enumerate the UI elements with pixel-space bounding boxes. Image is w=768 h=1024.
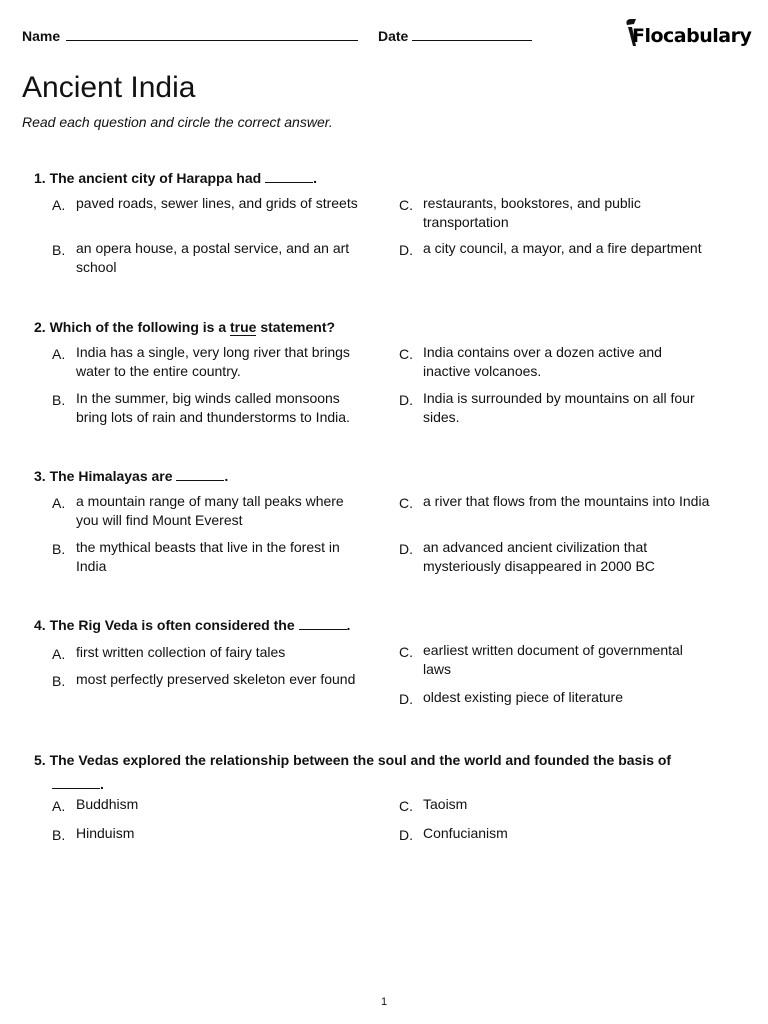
question-5 xyxy=(34,748,734,843)
answer-blank xyxy=(52,776,100,789)
answer-blank xyxy=(299,617,347,630)
option-4c[interactable]: C. earliest written document of governmental laws xyxy=(399,642,683,677)
option-1b[interactable]: B. an opera house, a postal service, and an art school xyxy=(52,240,350,275)
option-4b[interactable]: B. most perfectly preserved skeleton ever found xyxy=(52,671,356,689)
logo-text: Flocabulary xyxy=(632,25,752,47)
question-3 xyxy=(34,467,734,574)
option-4a[interactable]: A. first written collection of fairy tales xyxy=(52,644,286,662)
question-1-text: 1. The ancient city of Harappa had . xyxy=(34,170,317,186)
option-2c[interactable]: C. India contains over a dozen active and inactive volcanoes. xyxy=(399,344,662,379)
date-blank-line[interactable] xyxy=(412,28,532,41)
option-3d[interactable]: D. an advanced ancient civilization that mysteriously disappeared in 2000 BC xyxy=(399,539,655,574)
question-2 xyxy=(34,318,734,425)
option-4d[interactable]: D. oldest existing piece of literature xyxy=(399,689,623,707)
question-4 xyxy=(34,616,734,707)
option-5b[interactable]: B. Hinduism xyxy=(52,825,135,843)
name-blank-line[interactable] xyxy=(66,28,358,41)
answer-blank xyxy=(176,468,224,481)
option-2a[interactable]: A. India has a single, very long river that brings water to the entire country. xyxy=(52,344,350,379)
date-field[interactable] xyxy=(378,28,532,44)
option-3b[interactable]: B. the mythical beasts that live in the forest in India xyxy=(52,539,340,574)
option-3a[interactable]: A. a mountain range of many tall peaks where you will find Mount Everest xyxy=(52,493,344,528)
option-5c[interactable]: C. Taoism xyxy=(399,796,468,814)
answer-blank xyxy=(265,170,313,183)
name-field[interactable] xyxy=(22,28,358,44)
option-2d[interactable]: D. India is surrounded by mountains on all four sides. xyxy=(399,390,695,425)
flocabulary-logo xyxy=(624,16,752,50)
question-2-text: 2. Which of the following is a true statement? xyxy=(34,319,336,335)
question-5-text: 5. The Vedas explored the relationship between the soul and the world and founded the basis of . xyxy=(34,752,672,792)
option-1c[interactable]: C. restaurants, bookstores, and public transportation xyxy=(399,195,641,230)
option-5d[interactable]: D. Confucianism xyxy=(399,825,508,843)
page-title: Ancient India xyxy=(22,71,196,104)
option-2b[interactable]: B. In the summer, big winds called monsoons bring lots of rain and thunderstorms to India. xyxy=(52,390,350,425)
option-5a[interactable]: A. Buddhism xyxy=(52,796,139,814)
question-4-text: 4. The Rig Veda is often considered the . xyxy=(34,617,351,633)
option-1d[interactable]: D. a city council, a mayor, and a fire department xyxy=(399,240,702,258)
option-3c[interactable]: C. a river that flows from the mountains into India xyxy=(399,493,710,511)
page-number: 1 xyxy=(380,996,388,1008)
question-3-text: 3. The Himalayas are . xyxy=(34,468,229,484)
date-label: Date xyxy=(378,28,409,44)
question-1 xyxy=(34,169,734,275)
option-1a[interactable]: A. paved roads, sewer lines, and grids of streets xyxy=(52,195,358,213)
instructions: Read each question and circle the correct answer. xyxy=(22,114,333,130)
name-label: Name xyxy=(22,28,61,44)
